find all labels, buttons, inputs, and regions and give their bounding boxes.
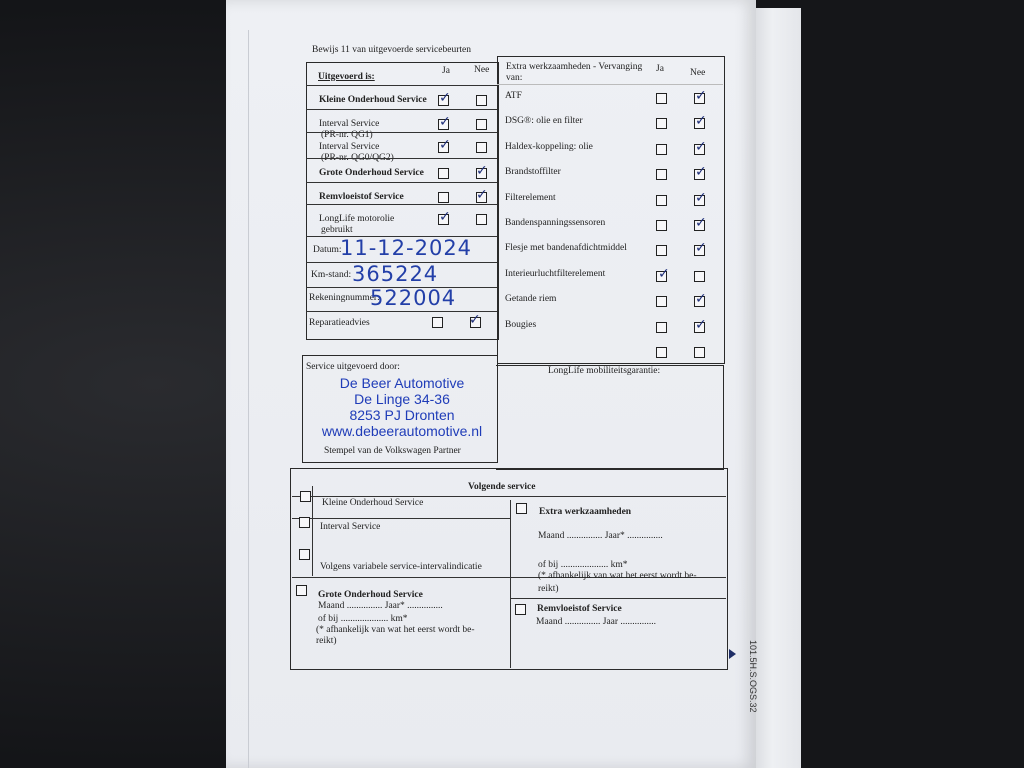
left-row-label: LongLife motorolie: [319, 214, 395, 224]
checkmark-icon: ✓: [695, 240, 707, 257]
datum-value: 11-12-2024: [340, 236, 473, 260]
divider: [306, 204, 497, 205]
divider: [292, 496, 726, 497]
extra-note: reikt): [538, 584, 559, 594]
grote-checkbox[interactable]: [296, 585, 307, 596]
checkmark-icon: ✓: [695, 189, 707, 206]
divider: [306, 132, 497, 133]
checkmark-icon: ✓: [695, 138, 707, 155]
facing-page: [752, 8, 801, 768]
right-row-label: Bandenspanningssensoren: [505, 218, 606, 228]
left-row-ja-checkbox[interactable]: [438, 168, 449, 179]
checkmark-icon: ✓: [439, 137, 451, 153]
stamp-line: 8253 PJ Dronten: [349, 407, 455, 423]
right-row-label: Haldex-koppeling: olie: [505, 141, 593, 152]
document-code: 101.5H.S.OGS.32: [748, 640, 758, 713]
variabele-label: Volgens variabele service-intervalindicatie: [320, 562, 482, 572]
divider: [306, 109, 497, 110]
stamp-line: De Beer Automotive: [339, 375, 465, 391]
checkmark-icon: ✓: [695, 291, 707, 308]
right-row-ja-checkbox[interactable]: [656, 93, 667, 104]
kleine-checkbox[interactable]: [300, 491, 311, 502]
longlife-label: LongLife mobiliteitsgarantie:: [548, 366, 661, 376]
checkmark-icon: ✓: [469, 312, 481, 328]
left-col-ja: Ja: [442, 66, 450, 76]
rem-label: Remvloeistof Service: [537, 604, 622, 614]
extra-checkbox[interactable]: [516, 503, 527, 514]
next-service-title: Volgende service: [468, 482, 536, 492]
grote-note: (* afhankelijk van wat het eerst wordt be-: [316, 625, 475, 635]
stamp-caption: Stempel van de Volkswagen Partner: [324, 446, 461, 456]
longlife-box: [496, 365, 724, 470]
divider: [510, 500, 511, 668]
right-row-label: Brandstoffilter: [505, 167, 561, 178]
interval-checkbox[interactable]: [299, 517, 310, 528]
dealer-stamp: [312, 375, 492, 439]
left-row-nee-checkbox[interactable]: [476, 95, 487, 106]
divider: [510, 598, 726, 599]
checkmark-icon: ✓: [695, 113, 707, 130]
background-right: [800, 0, 1024, 768]
left-row-nee-checkbox[interactable]: [476, 119, 487, 130]
right-row-label: ATF: [505, 91, 522, 101]
right-row-label: Getande riem: [505, 294, 557, 305]
checkmark-icon: ✓: [695, 215, 707, 231]
right-row-ja-checkbox[interactable]: [656, 169, 667, 180]
stamp-line: www.debeerautomotive.nl: [321, 423, 483, 439]
right-col-nee: Nee: [690, 68, 706, 78]
kleine-label: Kleine Onderhoud Service: [322, 498, 424, 508]
right-row-nee-checkbox[interactable]: [694, 347, 705, 358]
divider: [497, 84, 723, 85]
next-page-arrow-icon: [729, 649, 736, 659]
km-label: Km-stand:: [311, 270, 352, 280]
extra-km: of bij .................... km*: [538, 560, 628, 570]
checkmark-icon: ✓: [695, 88, 707, 104]
right-row-ja-checkbox[interactable]: [656, 144, 667, 155]
right-row-label: Flesje met bandenafdichtmiddel: [505, 243, 627, 254]
right-title: Extra werkzaamheden - Vervanging van:: [506, 62, 643, 83]
grote-km: of bij .................... km*: [318, 614, 408, 624]
left-row-nee-checkbox[interactable]: [476, 214, 487, 225]
divider: [312, 486, 313, 576]
service-by-label: Service uitgevoerd door:: [306, 362, 400, 372]
right-row-label: Filterelement: [505, 192, 556, 203]
rekening-value: 522004: [370, 286, 457, 310]
right-row-ja-checkbox[interactable]: [656, 296, 667, 307]
left-row-label: Kleine Onderhoud Service: [319, 95, 427, 105]
extra-maand: Maand ............... Jaar* ...............: [538, 531, 663, 541]
advies-label: Reparatieadvies: [309, 318, 370, 328]
divider: [306, 158, 497, 159]
interval-label: Interval Service: [320, 522, 381, 532]
left-row-label: Interval Service: [319, 142, 380, 152]
rekening-label: Rekeningnummer:: [309, 293, 380, 303]
right-row-nee-checkbox[interactable]: [694, 271, 705, 282]
checkmark-icon: ✓: [439, 114, 451, 130]
left-title: Uitgevoerd is:: [318, 72, 375, 82]
rem-checkbox[interactable]: [515, 604, 526, 615]
left-row-sublabel: (PR-nr. QG0/QG2): [321, 153, 394, 163]
left-row-ja-checkbox[interactable]: [438, 192, 449, 203]
rem-maand: Maand ............... Jaar ...............: [536, 617, 657, 627]
left-col-nee: Nee: [474, 65, 490, 75]
checkmark-icon: ✓: [476, 187, 488, 203]
checkmark-icon: ✓: [439, 209, 451, 225]
checkmark-icon: ✓: [695, 316, 707, 333]
extra-note: (* afhankelijk van wat het eerst wordt be-: [538, 571, 697, 581]
divider: [306, 85, 497, 86]
extra-label: Extra werkzaamheden: [539, 507, 632, 517]
km-value: 365224: [352, 262, 439, 286]
stamp-line: De Linge 34-36: [354, 391, 450, 407]
left-row-nee-checkbox[interactable]: [476, 142, 487, 153]
advies-ja-checkbox[interactable]: [432, 317, 443, 328]
divider: [292, 518, 510, 519]
page-header: Bewijs 11 van uitgevoerde servicebeurten: [312, 45, 471, 55]
grote-label: Grote Onderhoud Service: [318, 590, 423, 600]
left-row-label: Remvloeistof Service: [319, 192, 404, 202]
right-table: [497, 56, 725, 364]
divider: [306, 182, 497, 183]
right-row-label: DSG®: olie en filter: [505, 116, 583, 127]
right-row-ja-checkbox[interactable]: [656, 347, 667, 358]
left-row-sublabel: gebruikt: [321, 225, 353, 235]
checkmark-icon: ✓: [476, 163, 488, 179]
right-row-ja-checkbox[interactable]: [656, 118, 667, 129]
right-row-ja-checkbox[interactable]: [656, 220, 667, 231]
left-row-sublabel: (PR-nr. QG1): [321, 130, 373, 140]
right-row-label: Bougies: [505, 319, 537, 330]
right-col-ja: Ja: [656, 64, 664, 74]
left-row-label: Grote Onderhoud Service: [319, 168, 424, 178]
grote-note: reikt): [316, 636, 337, 646]
checkmark-icon: ✓: [658, 265, 670, 282]
left-row-label: Interval Service: [319, 119, 380, 129]
checkmark-icon: ✓: [695, 164, 707, 181]
datum-label: Datum:: [313, 245, 342, 255]
variabele-checkbox[interactable]: [299, 549, 310, 560]
grote-maand: Maand ............... Jaar* ...............: [318, 601, 443, 611]
checkmark-icon: ✓: [439, 90, 451, 106]
right-row-ja-checkbox[interactable]: [656, 195, 667, 206]
right-row-label: Interieurluchtfilterelement: [505, 268, 606, 279]
right-row-ja-checkbox[interactable]: [656, 322, 667, 333]
right-row-ja-checkbox[interactable]: [656, 245, 667, 256]
